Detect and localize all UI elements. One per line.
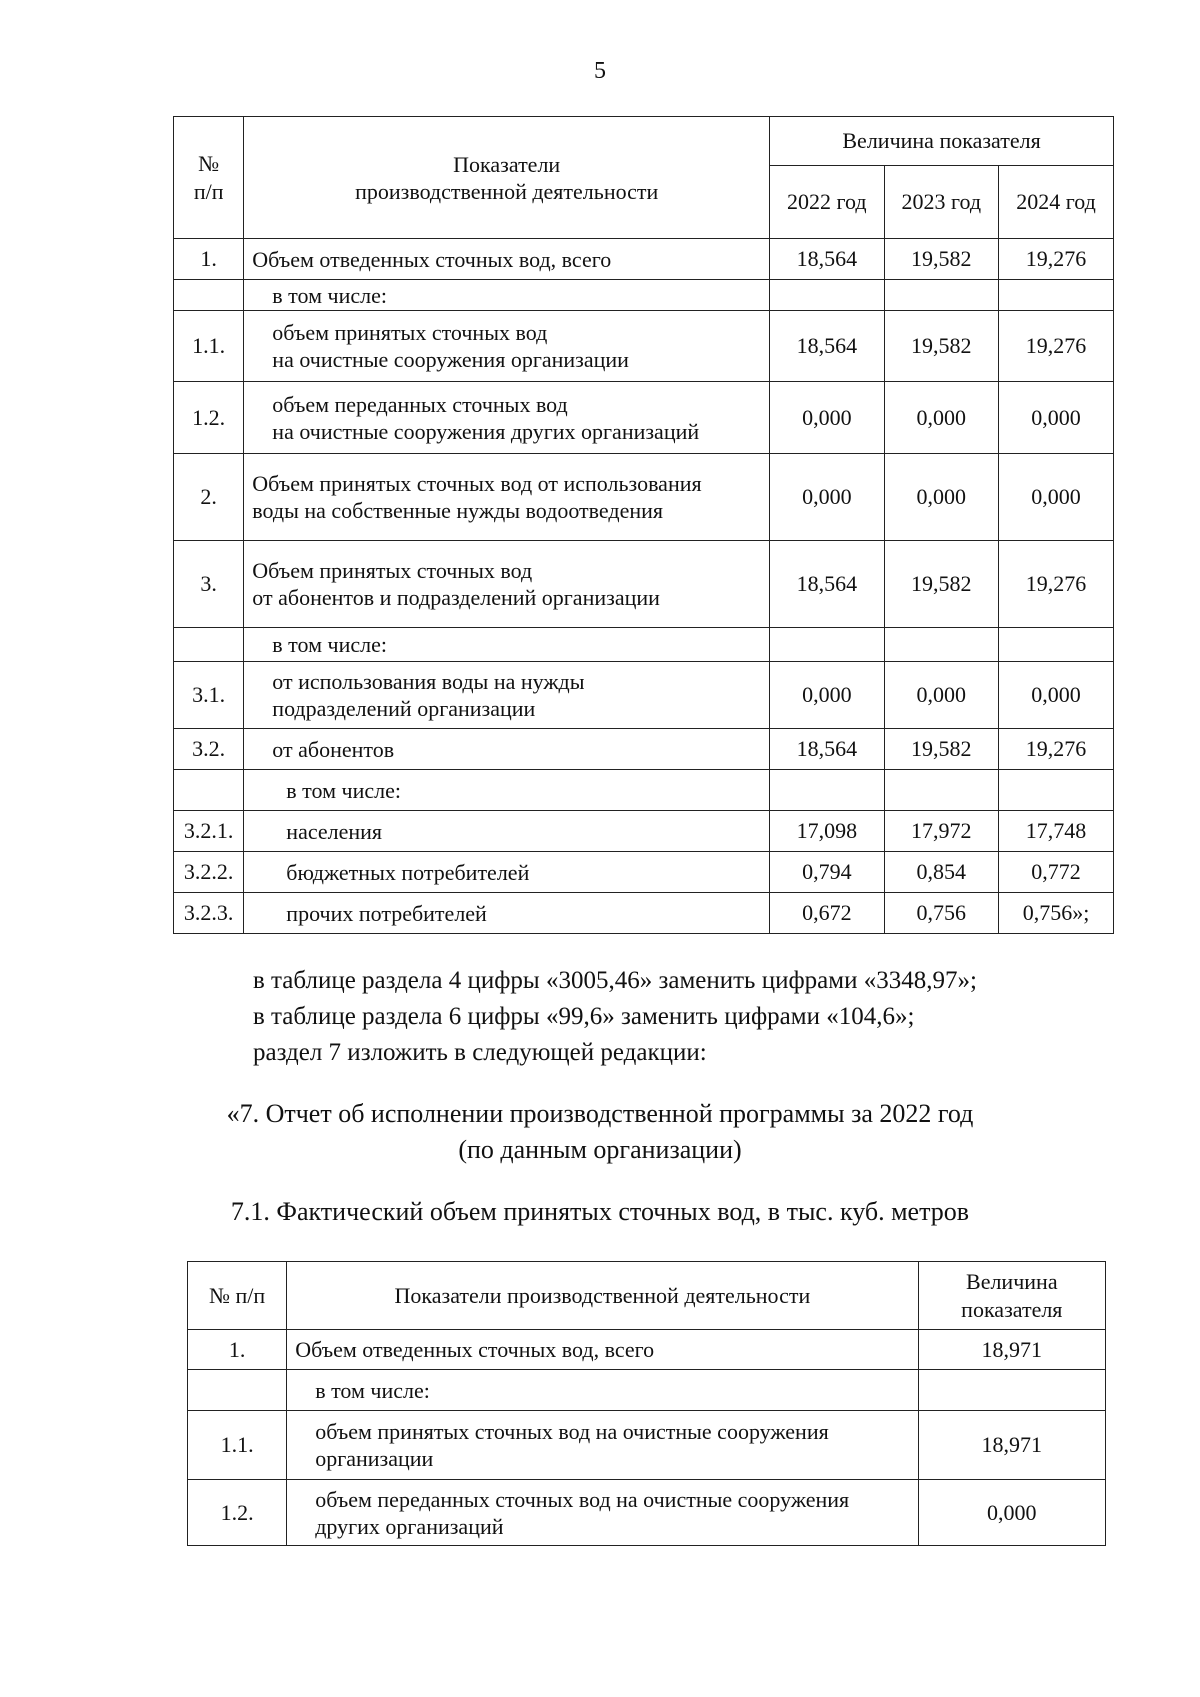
- table-row: [174, 541, 1114, 628]
- table-row: [174, 311, 1114, 382]
- row-value-2023: 0,000: [884, 662, 998, 729]
- row-value-2023: 17,972: [884, 811, 998, 852]
- row-num: 3.2.1.: [174, 811, 244, 852]
- table-row: [188, 1480, 1106, 1546]
- row-value-2023: 0,000: [884, 382, 998, 454]
- row-name: прочих потребителей: [244, 893, 770, 934]
- row-num: 3.: [174, 541, 244, 628]
- row-num: 1.2.: [174, 382, 244, 454]
- row-value-2024: 19,276: [999, 541, 1114, 628]
- row-name: Объем принятых сточных вод от абонентов и подразделений организации: [244, 541, 770, 628]
- row-value: 0,000: [918, 1480, 1105, 1546]
- row-value-2024: [999, 628, 1114, 662]
- row-value-2023: 0,756: [884, 893, 998, 934]
- header-year-2022: 2022 год: [770, 166, 884, 239]
- row-value-2022: 18,564: [770, 311, 884, 382]
- row-value-2024: 0,000: [999, 662, 1114, 729]
- row-value-2022: 17,098: [770, 811, 884, 852]
- row-name: от использования воды на нужды подразделений организации: [244, 662, 770, 729]
- table-row: [174, 811, 1114, 852]
- row-name: Объем отведенных сточных вод, всего: [244, 239, 770, 280]
- row-value-2022: [770, 770, 884, 811]
- row-num: 3.2.3.: [174, 893, 244, 934]
- header-value: Величина показателя: [918, 1262, 1105, 1330]
- header-indicators: Показатели производственной деятельности: [287, 1262, 918, 1330]
- row-name: Объем отведенных сточных вод, всего: [287, 1330, 918, 1370]
- row-value-2023: 19,582: [884, 541, 998, 628]
- row-value-2022: 18,564: [770, 541, 884, 628]
- amendment-paragraph-3: раздел 7 изложить в следующей редакции:: [253, 1039, 707, 1066]
- row-name: Объем принятых сточных вод от использования воды на собственные нужды водоотведения: [244, 454, 770, 541]
- row-name: в том числе:: [244, 280, 770, 311]
- header-num: № п/п: [188, 1262, 287, 1330]
- subsection-title: 7.1. Фактический объем принятых сточных вод, в тыс. куб. метров: [230, 1197, 970, 1226]
- row-value-2024: 0,000: [999, 454, 1114, 541]
- row-name: в том числе:: [287, 1370, 918, 1411]
- row-value-2023: 0,000: [884, 454, 998, 541]
- row-num: 1.: [188, 1330, 287, 1370]
- row-name: от абонентов: [244, 729, 770, 770]
- row-value-2023: [884, 280, 998, 311]
- row-value-2022: 0,794: [770, 852, 884, 893]
- section-title: «7. Отчет об исполнении производственной программы за 2022 год: [226, 1099, 974, 1128]
- row-num: [174, 628, 244, 662]
- row-value-2023: [884, 770, 998, 811]
- row-value-2024: 0,772: [999, 852, 1114, 893]
- row-value-2023: 19,582: [884, 729, 998, 770]
- row-value-2022: 18,564: [770, 239, 884, 280]
- table-row: [174, 628, 1114, 662]
- header-num: № п/п: [174, 117, 244, 239]
- row-value-2022: 0,000: [770, 454, 884, 541]
- row-name: населения: [244, 811, 770, 852]
- row-num: [174, 280, 244, 311]
- amendment-paragraph-2: в таблице раздела 6 цифры «99,6» заменить цифрами «104,6»;: [253, 1003, 915, 1030]
- row-name: объем переданных сточных вод на очистные сооружения других организаций: [244, 382, 770, 454]
- row-value-2022: 0,000: [770, 382, 884, 454]
- production-indicators-table: [173, 116, 1114, 934]
- table-row: [188, 1370, 1106, 1411]
- table-row: [188, 1330, 1106, 1370]
- row-value-2024: [999, 770, 1114, 811]
- row-value: 18,971: [918, 1330, 1105, 1370]
- table-row: [174, 280, 1114, 311]
- row-num: 2.: [174, 454, 244, 541]
- header-year-2023: 2023 год: [884, 166, 998, 239]
- row-name: объем переданных сточных вод на очистные сооружения других организаций: [287, 1480, 918, 1546]
- header-value-group: Величина показателя: [770, 117, 1114, 166]
- table-row: [174, 239, 1114, 280]
- row-name: объем принятых сточных вод на очистные сооружения организации: [287, 1411, 918, 1480]
- row-value-2022: [770, 628, 884, 662]
- actual-volume-table: [187, 1261, 1106, 1546]
- row-value-2024: 0,756»;: [999, 893, 1114, 934]
- row-value-2022: 0,000: [770, 662, 884, 729]
- table-row: [174, 893, 1114, 934]
- row-name: объем принятых сточных вод на очистные сооружения организации: [244, 311, 770, 382]
- table-row: [188, 1411, 1106, 1480]
- row-num: 3.2.2.: [174, 852, 244, 893]
- section-subtitle: (по данным организации): [458, 1135, 742, 1164]
- row-value: 18,971: [918, 1411, 1105, 1480]
- table-row: [174, 729, 1114, 770]
- row-name: в том числе:: [244, 770, 770, 811]
- row-name: в том числе:: [244, 628, 770, 662]
- row-value-2024: [999, 280, 1114, 311]
- table-row: [174, 852, 1114, 893]
- row-num: 1.1.: [174, 311, 244, 382]
- table-row: [174, 770, 1114, 811]
- row-value-2024: 19,276: [999, 311, 1114, 382]
- row-num: 3.1.: [174, 662, 244, 729]
- row-value: [918, 1370, 1105, 1411]
- row-value-2024: 17,748: [999, 811, 1114, 852]
- header-indicators: Показатели производственной деятельности: [244, 117, 770, 239]
- row-num: [174, 770, 244, 811]
- row-value-2022: 18,564: [770, 729, 884, 770]
- row-value-2023: [884, 628, 998, 662]
- amendment-paragraph-1: в таблице раздела 4 цифры «3005,46» заменить цифрами «3348,97»;: [253, 967, 977, 994]
- page-number: 5: [594, 58, 606, 84]
- row-num: [188, 1370, 287, 1411]
- row-value-2024: 19,276: [999, 729, 1114, 770]
- row-value-2023: 19,582: [884, 311, 998, 382]
- row-num: 1.2.: [188, 1480, 287, 1546]
- row-num: 3.2.: [174, 729, 244, 770]
- row-num: 1.: [174, 239, 244, 280]
- header-year-2024: 2024 год: [999, 166, 1114, 239]
- table-row: [174, 454, 1114, 541]
- row-value-2024: 0,000: [999, 382, 1114, 454]
- table-row: [174, 662, 1114, 729]
- row-value-2022: 0,672: [770, 893, 884, 934]
- row-value-2023: 19,582: [884, 239, 998, 280]
- row-num: 1.1.: [188, 1411, 287, 1480]
- table-row: [174, 382, 1114, 454]
- row-value-2023: 0,854: [884, 852, 998, 893]
- row-value-2022: [770, 280, 884, 311]
- row-name: бюджетных потребителей: [244, 852, 770, 893]
- row-value-2024: 19,276: [999, 239, 1114, 280]
